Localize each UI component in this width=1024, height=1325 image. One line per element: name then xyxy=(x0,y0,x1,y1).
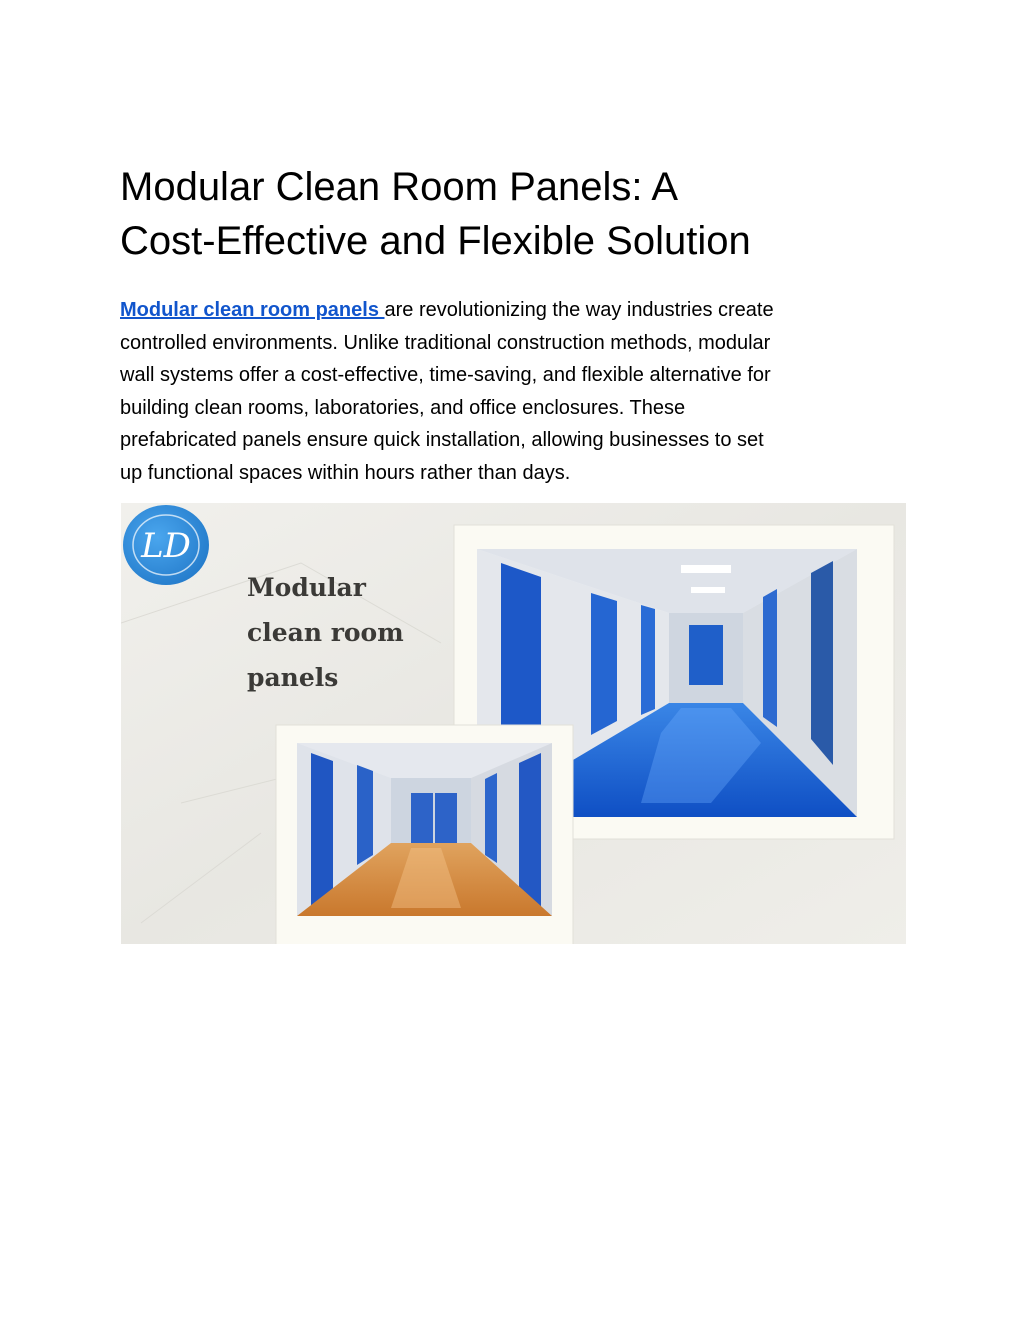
caption-line-3: panels xyxy=(247,663,339,692)
intro-line-5: prefabricated panels ensure quick installation, allowing businesses to set xyxy=(120,429,764,451)
caption-line-2: clean room xyxy=(247,618,404,647)
logo-monogram: LD xyxy=(141,526,191,566)
caption-line-1: Modular xyxy=(247,573,366,602)
intro-line-2: controlled environments. Unlike traditional construction methods, modular xyxy=(120,331,771,354)
intro-line-6: up functional spaces within hours rather than days. xyxy=(120,461,571,484)
banner-svg xyxy=(121,503,906,944)
intro-line-1-text: are revolutionizing the way industries create xyxy=(384,299,774,321)
title-line-1: Modular Clean Room Panels: A xyxy=(120,165,679,209)
intro-line-3: wall systems offer a cost-effective, time-saving, and flexible alternative for xyxy=(120,364,771,386)
secondary-photo xyxy=(276,725,573,944)
ld-logo xyxy=(123,505,209,585)
document-title xyxy=(120,160,920,268)
intro-paragraph xyxy=(120,294,910,489)
clean-room-banner-image xyxy=(121,503,906,944)
modular-panels-link[interactable]: Modular clean room panels xyxy=(120,299,385,321)
intro-line-4: building clean rooms, laboratories, and office enclosures. These xyxy=(120,396,686,419)
title-line-2: Cost-Effective and Flexible Solution xyxy=(120,219,751,263)
intro-line-1 xyxy=(120,294,910,327)
